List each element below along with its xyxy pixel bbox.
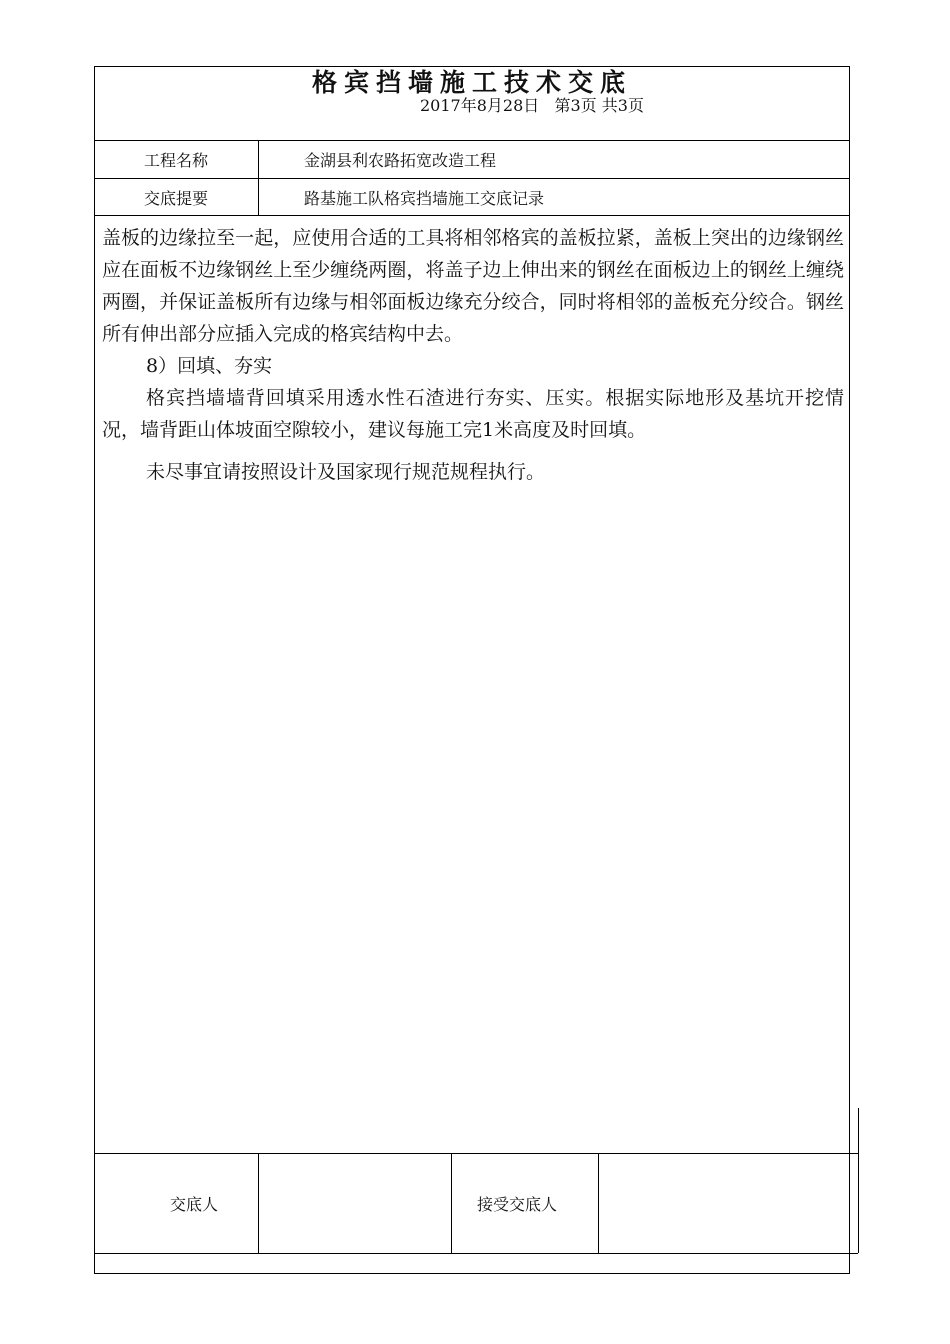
document-title: 格宾挡墙施工技术交底	[311, 68, 632, 97]
table-rule	[94, 215, 850, 216]
document-date: 2017年8月28日	[420, 96, 540, 115]
summary-label: 交底提要	[143, 189, 208, 208]
table-rule	[94, 178, 850, 179]
sig-divider	[598, 1153, 599, 1253]
summary-value: 路基施工队格宾挡墙施工交底记录	[304, 189, 545, 208]
sig-divider	[451, 1153, 452, 1253]
content-paragraph: 盖板的边缘拉至一起，应使用合适的工具将相邻格宾的盖板拉紧，盖板上突出的边缘钢丝应在面板不边缘钢丝上至少缠绕两圈，将盖子边上伸出来的钢丝在面板边上的钢丝上缠绕两圈，并保证盖板所有边缘与相邻面板边缘充分绞合，同时将相邻的盖板充分绞合。钢丝所有伸出部分应插入完成的格宾结构中去。	[102, 227, 844, 345]
sig-rule	[94, 1253, 858, 1254]
content-paragraph: 格宾挡墙墙背回填采用透水性石渣进行夯实、压实。根据实际地形及基坑开挖情况，墙背距山体坡面空隙较小，建议每施工完1米高度及时回填。	[102, 387, 844, 441]
receiver-label: 接受交底人	[477, 1195, 558, 1214]
content-closing: 未尽事宜请按照设计及国家现行规范规程执行。	[146, 461, 546, 483]
content-body	[102, 222, 844, 488]
content-subheading: 8）回填、夯实	[146, 355, 273, 377]
date-line	[420, 94, 644, 118]
table-rule	[94, 140, 850, 141]
sig-divider	[258, 1153, 259, 1253]
project-name-value: 金湖县利农路拓宽改造工程	[304, 151, 497, 170]
presenter-label: 交底人	[170, 1195, 219, 1214]
project-name-label: 工程名称	[143, 151, 208, 170]
page-info: 第3页 共3页	[554, 96, 644, 115]
sig-divider	[94, 1108, 95, 1253]
table-divider	[258, 140, 259, 215]
sig-divider	[858, 1108, 859, 1253]
sig-rule	[94, 1153, 858, 1154]
